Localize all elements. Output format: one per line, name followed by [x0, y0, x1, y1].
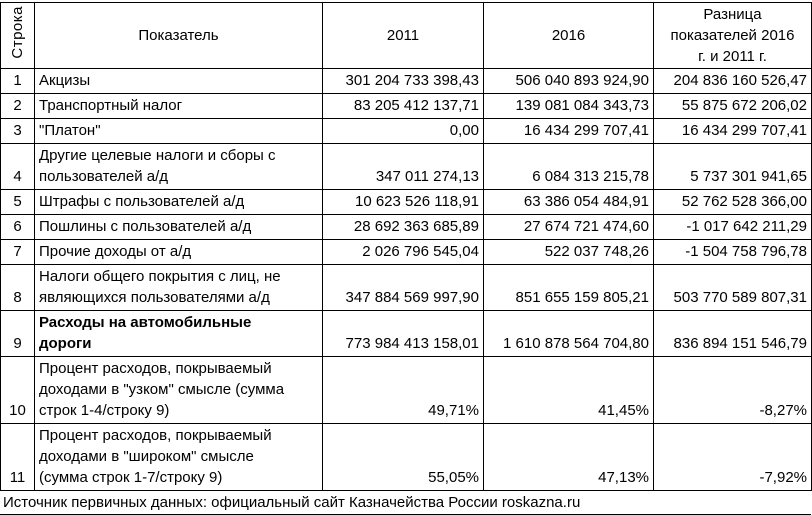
difference-cell: 503 770 589 807,31: [654, 265, 812, 311]
value-2016-cell: 41,45%: [484, 357, 654, 424]
row-number-cell: 9: [1, 311, 35, 357]
indicator-cell: Прочие доходы от а/д: [35, 240, 323, 265]
difference-cell: 16 434 299 707,41: [654, 119, 812, 144]
header-indicator: Показатель: [35, 3, 323, 69]
indicator-cell: Процент расходов, покрываемый доходами в "широком" смысле (сумма строк 1-7/строку 9): [35, 424, 323, 491]
indicator-cell: Налоги общего покрытия с лиц, не являющихся пользователями а/д: [35, 265, 323, 311]
value-2011-cell: 83 205 412 137,71: [323, 94, 484, 119]
indicator-cell: Штрафы с пользователей а/д: [35, 190, 323, 215]
row-number-cell: 11: [1, 424, 35, 491]
table-row: [1, 190, 812, 215]
table-row: [1, 240, 812, 265]
value-2016-cell: 47,13%: [484, 424, 654, 491]
value-2011-cell: 28 692 363 685,89: [323, 215, 484, 240]
header-row: [1, 3, 812, 69]
row-number-cell: 7: [1, 240, 35, 265]
value-2011-cell: 10 623 526 118,91: [323, 190, 484, 215]
table-row: [1, 215, 812, 240]
table-row: [1, 357, 812, 424]
header-difference: Разница показателей 2016 г. и 2011 г.: [654, 3, 812, 69]
table-row: [1, 94, 812, 119]
indicator-cell: Расходы на автомобильные дороги: [35, 311, 323, 357]
value-2011-cell: 0,00: [323, 119, 484, 144]
header-row-number: [1, 3, 35, 69]
indicator-cell: Процент расходов, покрываемый доходами в "узком" смысле (сумма строк 1-4/строку 9): [35, 357, 323, 424]
row-number-cell: 8: [1, 265, 35, 311]
difference-cell: -8,27%: [654, 357, 812, 424]
value-2016-cell: 851 655 159 805,21: [484, 265, 654, 311]
table-row: [1, 144, 812, 190]
indicator-cell: Акцизы: [35, 69, 323, 94]
value-2016-cell: 63 386 054 484,91: [484, 190, 654, 215]
difference-cell: 836 894 151 546,79: [654, 311, 812, 357]
value-2016-cell: 139 081 084 343,73: [484, 94, 654, 119]
value-2011-cell: 2 026 796 545,04: [323, 240, 484, 265]
row-number-cell: 4: [1, 144, 35, 190]
value-2011-cell: 55,05%: [323, 424, 484, 491]
value-2011-cell: 49,71%: [323, 357, 484, 424]
value-2011-cell: 347 884 569 997,90: [323, 265, 484, 311]
indicator-cell: "Платон": [35, 119, 323, 144]
value-2011-cell: 347 011 274,13: [323, 144, 484, 190]
indicator-cell: Пошлины с пользователей а/д: [35, 215, 323, 240]
table-body: [1, 69, 812, 491]
value-2016-cell: 522 037 748,26: [484, 240, 654, 265]
row-number-cell: 3: [1, 119, 35, 144]
indicator-cell: Другие целевые налоги и сборы с пользователей а/д: [35, 144, 323, 190]
row-number-cell: 5: [1, 190, 35, 215]
difference-cell: -7,92%: [654, 424, 812, 491]
value-2016-cell: 16 434 299 707,41: [484, 119, 654, 144]
row-number-cell: 2: [1, 94, 35, 119]
difference-cell: 55 875 672 206,02: [654, 94, 812, 119]
table-row: [1, 311, 812, 357]
value-2016-cell: 1 610 878 564 704,80: [484, 311, 654, 357]
value-2016-cell: 506 040 893 924,90: [484, 69, 654, 94]
value-2011-cell: 301 204 733 398,43: [323, 69, 484, 94]
difference-cell: 5 737 301 941,65: [654, 144, 812, 190]
difference-cell: 52 762 528 366,00: [654, 190, 812, 215]
row-number-cell: 10: [1, 357, 35, 424]
value-2011-cell: 773 984 413 158,01: [323, 311, 484, 357]
header-2011: 2011: [323, 3, 484, 69]
difference-cell: -1 017 642 211,29: [654, 215, 812, 240]
header-2016: 2016: [484, 3, 654, 69]
road-fund-tax-table: [0, 2, 812, 491]
row-number-cell: 1: [1, 69, 35, 94]
table-row: [1, 119, 812, 144]
source-note: Источник первичных данных: официальный сайт Казначейства России roskazna.ru: [0, 491, 811, 515]
value-2016-cell: 27 674 721 474,60: [484, 215, 654, 240]
indicator-cell: Транспортный налог: [35, 94, 323, 119]
table-row: [1, 265, 812, 311]
table-header: [1, 3, 812, 69]
value-2016-cell: 6 084 313 215,78: [484, 144, 654, 190]
row-number-cell: 6: [1, 215, 35, 240]
difference-cell: 204 836 160 526,47: [654, 69, 812, 94]
header-row-number-label: Строка: [9, 6, 26, 59]
difference-cell: -1 504 758 796,78: [654, 240, 812, 265]
table-row: [1, 69, 812, 94]
table-row: [1, 424, 812, 491]
